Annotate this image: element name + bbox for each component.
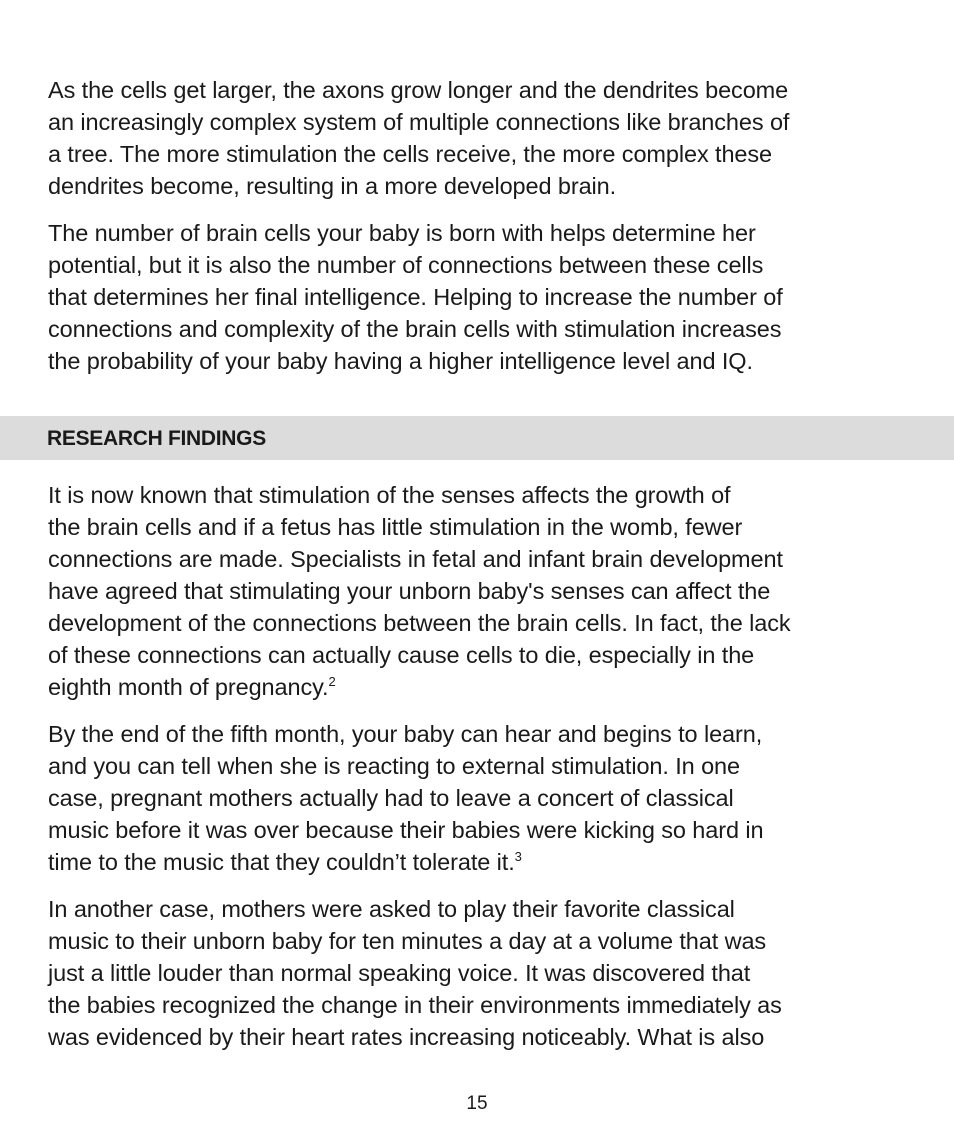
text-line: potential, but it is also the number of connections between these cells: [48, 252, 764, 278]
text-line: music to their unborn baby for ten minutes a day at a volume that was: [48, 928, 767, 954]
footnote-marker: 3: [514, 849, 522, 864]
text-line: music before it was over because their babies were kicking so hard in: [48, 817, 764, 843]
text-line: a tree. The more stimulation the cells receive, the more complex these: [48, 141, 773, 167]
paragraph-cell-growth: [48, 74, 918, 202]
text-line: [48, 846, 918, 878]
text-line: The number of brain cells your baby is born with helps determine her: [48, 220, 756, 246]
paragraph-fifth-month: [48, 718, 918, 878]
text-line: dendrites become, resulting in a more developed brain.: [48, 173, 617, 199]
text-line: the brain cells and if a fetus has little stimulation in the womb, fewer: [48, 514, 743, 540]
text-line: was evidenced by their heart rates increasing noticeably. What is also: [48, 1024, 765, 1050]
text-line: By the end of the fifth month, your baby can hear and begins to learn,: [48, 721, 763, 747]
text-line: connections are made. Specialists in fetal and infant brain development: [48, 546, 783, 572]
text-line: [48, 671, 918, 703]
section-heading-band: [0, 416, 954, 460]
text-line: case, pregnant mothers actually had to leave a concert of classical: [48, 785, 734, 811]
text-line-content: eighth month of pregnancy.: [48, 674, 329, 700]
text-line: the probability of your baby having a higher intelligence level and IQ.: [48, 348, 753, 374]
text-line: development of the connections between the brain cells. In fact, the lack: [48, 610, 791, 636]
text-line: have agreed that stimulating your unborn baby's senses can affect the: [48, 578, 771, 604]
text-line-content: time to the music that they couldn’t tolerate it.: [48, 849, 515, 875]
paragraph-stimulation: [48, 479, 918, 703]
text-line: In another case, mothers were asked to play their favorite classical: [48, 896, 735, 922]
text-line: the babies recognized the change in their environments immediately as: [48, 992, 782, 1018]
text-line: As the cells get larger, the axons grow longer and the dendrites become: [48, 77, 789, 103]
section-heading: RESEARCH FINDINGS: [47, 427, 266, 450]
paragraph-classical-music: [48, 893, 918, 1053]
text-line: that determines her final intelligence. Helping to increase the number of: [48, 284, 783, 310]
text-line: of these connections can actually cause cells to die, especially in the: [48, 642, 755, 668]
paragraph-brain-cells: [48, 217, 918, 377]
footnote-marker: 2: [328, 674, 336, 689]
page-number: 15: [466, 1093, 488, 1114]
text-line: and you can tell when she is reacting to external stimulation. In one: [48, 753, 740, 779]
text-line: connections and complexity of the brain cells with stimulation increases: [48, 316, 782, 342]
text-line: It is now known that stimulation of the senses affects the growth of: [48, 482, 731, 508]
text-line: just a little louder than normal speaking voice. It was discovered that: [48, 960, 751, 986]
text-line: an increasingly complex system of multiple connections like branches of: [48, 109, 790, 135]
